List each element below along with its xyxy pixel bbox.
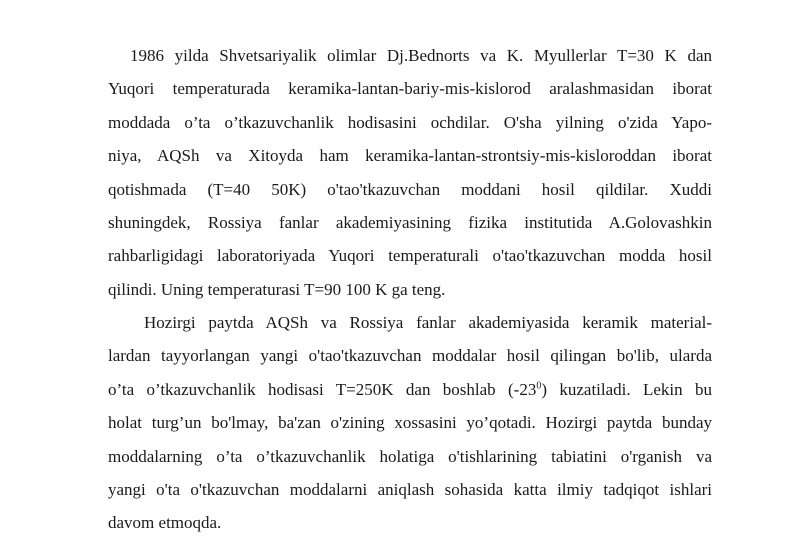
text-line: davom etmoqda. — [108, 513, 222, 532]
text-line-end: ) kuzatiladi. Lekin bu — [541, 380, 713, 399]
text-line: qotishmada (T=40 50K) o'tao'tkazuvchan moddani hosil qildilar. Xuddi — [108, 180, 712, 199]
text-line: rahbarligidagi laboratoriyada Yuqori temperaturali o'tao'tkazuvchan modda hosil — [108, 246, 712, 265]
text-line: holat turg’un bo'lmay, ba'zan o'zining xossasini yo’qotadi. Hozirgi paytda bunday — [108, 413, 712, 432]
text-line — [108, 380, 712, 400]
text-line: niya, AQSh va Xitoyda ham keramika-lantan-strontsiy-mis-kisloroddan iborat — [108, 146, 712, 165]
text-line: 1986 yilda Shvetsariyalik olimlar Dj.Bednorts va K. Myullerlar T=30 K dan — [130, 46, 712, 65]
text-line: qilindi. Uning temperaturasi T=90 100 K ga teng. — [108, 280, 446, 299]
text-line: Hozirgi paytda AQSh va Rossiya fanlar akademiyasida keramik material- — [144, 313, 712, 332]
text-line-start: o’ta o’tkazuvchanlik hodisasi T=250K dan boshlab (-23 — [108, 380, 537, 399]
text-line: lardan tayyorlangan yangi o'tao'tkazuvchan moddalar hosil qilingan bo'lib, ularda — [108, 346, 712, 365]
text-line: Yuqori temperaturada keramika-lantan-bariy-mis-kislorod aralashmasidan iborat — [108, 79, 712, 98]
degree-superscript: 0 — [536, 380, 542, 392]
text-line: moddada o’ta o’tkazuvchanlik hodisasini ochdilar. O'sha yilning o'zida Yapo- — [108, 113, 712, 132]
text-line: moddalarning o’ta o’tkazuvchanlik holatiga o'tishlarining tabiatini o'rganish va — [108, 447, 712, 466]
text-line: yangi o'ta o'tkazuvchan moddalarni aniqlash sohasida katta ilmiy tadqiqot ishlari — [108, 480, 712, 499]
text-line: shuningdek, Rossiya fanlar akademiyasining fizika institutida A.Golovashkin — [108, 213, 712, 232]
